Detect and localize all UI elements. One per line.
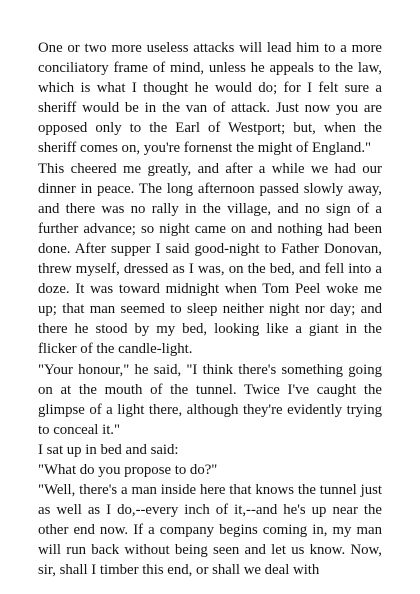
paragraph: One or two more useless attacks will lead him to a more conciliatory frame of mind, unless he appeals to the law, which is what I thought he would do; for I felt sure a sheriff would be in the van of attack. Just now you are opposed only to the Earl of Westport; but, when the sheriff comes on, you're fornenst the might of England." <box>38 40 382 157</box>
paragraph: "Well, there's a man inside here that knows the tunnel just as well as I do,--every inch of it,--and he's up near the other end now. If a company begins coming in, my man will run back without being seen and let us know. Now, sir, shall I timber this end, or shall we deal with <box>38 482 382 579</box>
paragraph: "What do you propose to do?" <box>38 461 218 478</box>
book-page-text <box>38 38 382 581</box>
paragraph: This cheered me greatly, and after a while we had our dinner in peace. The long afternoon passed slowly away, and there was no rally in the village, and no sign of a further advance; so night came on and nothing had been done. After supper I said good-night to Father Donovan, threw myself, dressed as I was, on the bed, and fell into a doze. It was toward midnight when Tom Peel woke me up; that man seemed to sleep neither night nor day; and there he stood by my bed, looking like a giant in the flicker of the candle-light. <box>38 160 382 358</box>
paragraph: I sat up in bed and said: <box>38 441 179 458</box>
paragraph: "Your honour," he said, "I think there's something going on at the mouth of the tunnel. Twice I've caught the glimpse of a light there, although they're evidently trying to conceal it." <box>38 361 382 438</box>
